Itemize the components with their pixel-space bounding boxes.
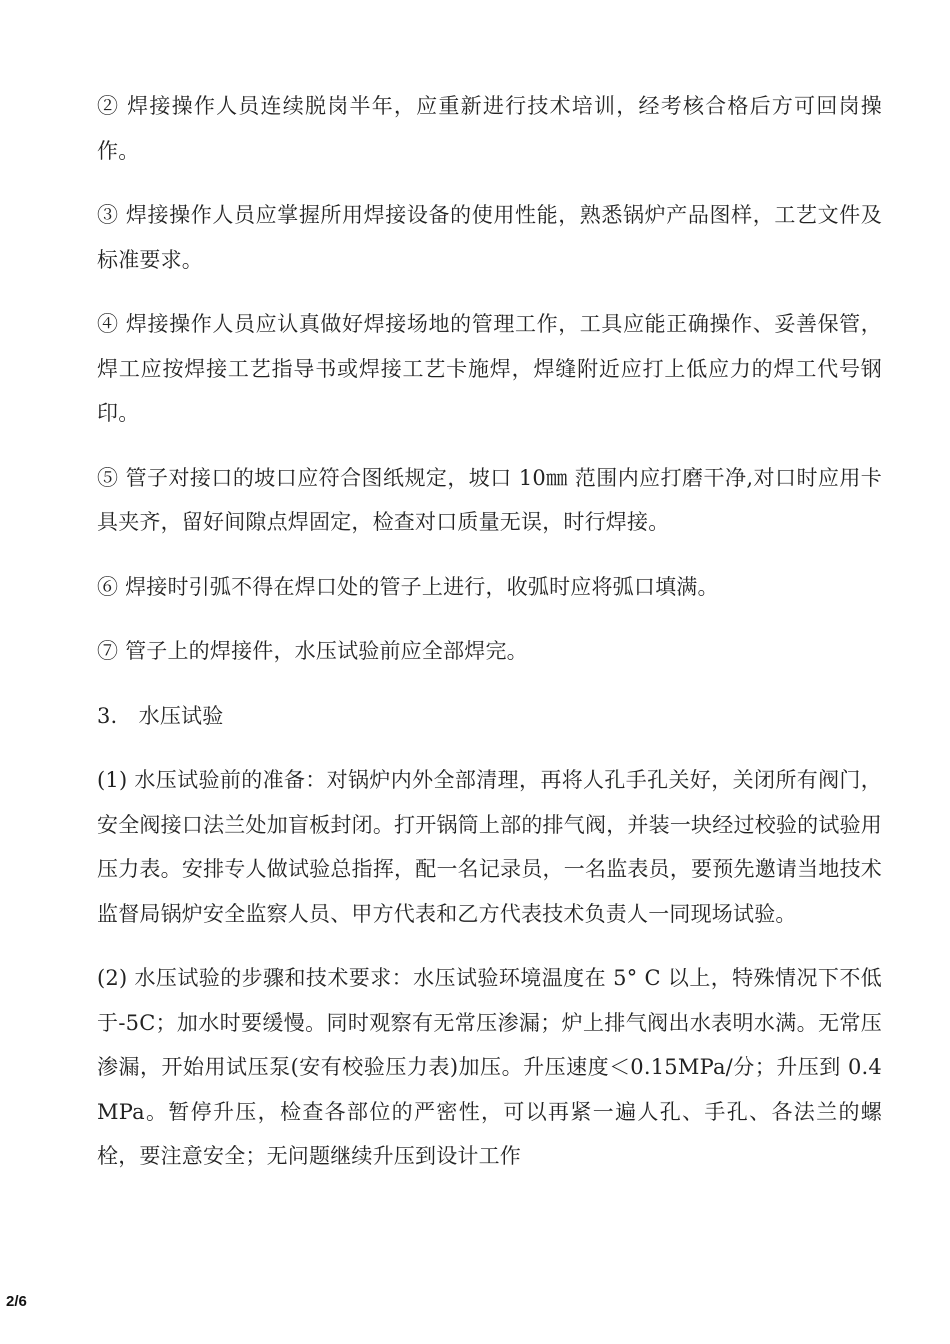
paragraph-item-6: ⑥ 焊接时引弧不得在焊口处的管子上进行，收弧时应将弧口填满。: [97, 574, 719, 599]
paragraph-item-4: ④ 焊接操作人员应认真做好焊接场地的管理工作，工具应能正确操作、妥善保管，焊工应按焊接工艺指导书或焊接工艺卡施焊，焊缝附近应打上低应力的焊工代号钢印。: [97, 312, 882, 425]
document-body: [97, 84, 882, 1199]
paragraph-item-7: ⑦ 管子上的焊接件，水压试验前应全部焊完。: [97, 639, 528, 663]
page-number: 2/6: [6, 1293, 27, 1310]
section-heading-hydro-test: 3. 水压试验: [97, 703, 224, 728]
paragraph-item-5: ⑤ 管子对接口的坡口应符合图纸规定，坡口 10㎜ 范围内应打磨干净,对口时应用卡具夹齐，留好间隙点焊固定，检查对口质量无误，时行焊接。: [97, 465, 882, 534]
paragraph-item-2: ② 焊接操作人员连续脱岗半年，应重新进行技术培训，经考核合格后方可回岗操作。: [97, 94, 882, 163]
paragraph-test-preparation: (1) 水压试验前的准备：对锅炉内外全部清理，再将人孔手孔关好，关闭所有阀门，安全阀接口法兰处加盲板封闭。打开锅筒上部的排气阀，并装一块经过校验的试验用压力表。安排专人做试验总指挥，配一名记录员，一名监表员，要预先邀请当地技术监督局锅炉安全监察人员、甲方代表和乙方代表技术负责人一同现场试验。: [97, 768, 882, 926]
paragraph-test-steps: (2) 水压试验的步骤和技术要求：水压试验环境温度在 5° C 以上，特殊情况下不低于-5C；加水时要缓慢。同时观察有无常压渗漏；炉上排气阀出水表明水满。无常压渗漏，开始用试压泵(安有校验压力表)加压。升压速度＜0.15MPa/分；升压到 0.4MPa。暂停升压，检查各部位的严密性，可以再紧一遍人孔、手孔、各法兰的螺栓，要注意安全；无问题继续升压到设计工作: [97, 966, 882, 1168]
paragraph-item-3: ③ 焊接操作人员应掌握所用焊接设备的使用性能，熟悉锅炉产品图样，工艺文件及标准要求。: [97, 203, 882, 272]
